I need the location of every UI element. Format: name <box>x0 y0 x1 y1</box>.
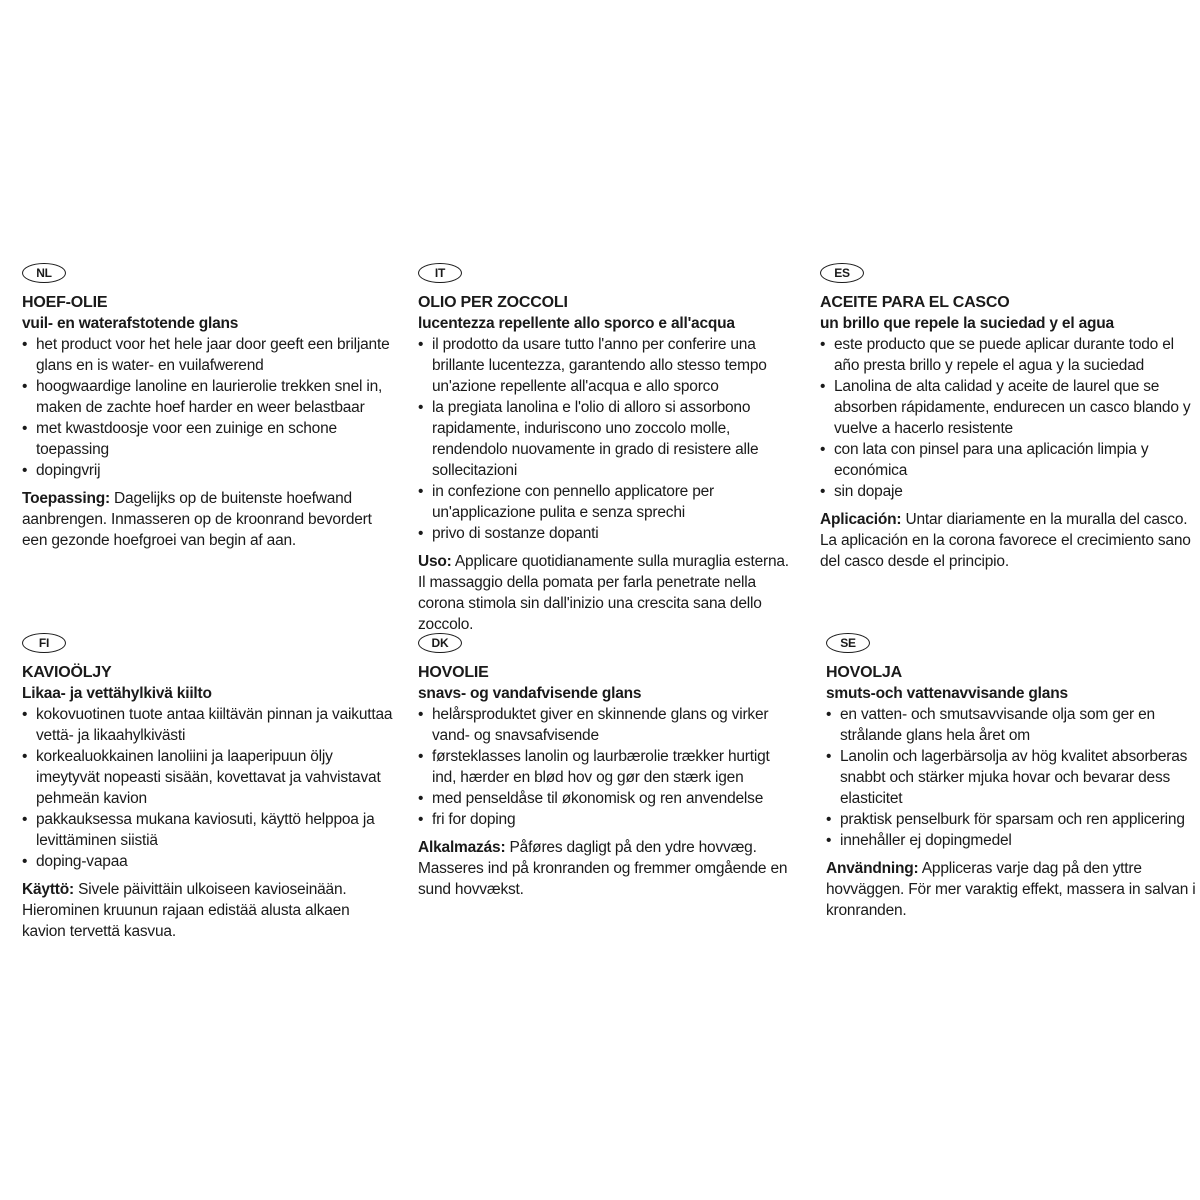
language-badge-nl: NL <box>22 263 66 283</box>
usage-text: Untar diariamente en la muralla del casco. La aplicación en la corona favorece el crecimiento sano del casco desde el principio. <box>820 511 1191 570</box>
bullet-item: • la pregiata lanolina e l'olio di alloro si assorbono rapidamente, induriscono uno zoccolo molle, rendendolo nuovamente in grado di resistere alle sollecitazioni <box>418 397 790 481</box>
bullet-item: • dopingvrij <box>22 460 394 481</box>
usage-paragraph-dk <box>418 837 790 900</box>
bullet-list-dk <box>418 704 790 830</box>
bullet-item: • privo di sostanze dopanti <box>418 523 790 544</box>
bullet-list-fi <box>22 704 394 872</box>
section-nl <box>22 262 394 551</box>
language-badge-fi: FI <box>22 633 66 653</box>
usage-text: Påføres dagligt på den ydre hovvæg. Masseres ind på kronranden og fremmer omgående en sund hovvækst. <box>418 839 788 898</box>
bullet-item: • praktisk penselburk för sparsam och ren applicering <box>826 809 1198 830</box>
bullet-item: • korkealuokkainen lanoliini ja laaperipuun öljy imeytyvät nopeasti sisään, kovettavat ja vahvistavat pehmeän kavion <box>22 746 394 809</box>
section-subtitle-dk: snavs- og vandafvisende glans <box>418 685 642 702</box>
bullet-item: • doping-vapaa <box>22 851 394 872</box>
section-title-se: HOVOLJA <box>826 664 902 681</box>
bullet-item: • met kwastdoosje voor een zuinige en schone toepassing <box>22 418 394 460</box>
bullet-item: • sin dopaje <box>820 481 1192 502</box>
section-fi <box>22 632 394 942</box>
usage-text: Dagelijks op de buitenste hoefwand aanbrengen. Inmasseren op de kroonrand bevordert een gezonde hoefgroei van begin af aan. <box>22 490 372 549</box>
bullet-item: • helårsproduktet giver en skinnende glans og virker vand- og snavsafvisende <box>418 704 790 746</box>
section-subtitle-se: smuts-och vattenavvisande glans <box>826 685 1068 702</box>
section-subtitle-es: un brillo que repele la suciedad y el agua <box>820 315 1114 332</box>
bullet-item: • il prodotto da usare tutto l'anno per conferire una brillante lucentezza, garantendo allo stesso tempo un'azione repellente all'acqua e allo sporco <box>418 334 790 397</box>
usage-label: Aplicación: <box>820 511 902 528</box>
bullet-item: • med penseldåse til økonomisk og ren anvendelse <box>418 788 790 809</box>
section-it <box>418 262 790 635</box>
section-se <box>826 632 1198 921</box>
usage-label: Uso: <box>418 553 452 570</box>
section-title-it: OLIO PER ZOCCOLI <box>418 294 568 311</box>
section-dk <box>418 632 790 900</box>
section-title-dk: HOVOLIE <box>418 664 489 681</box>
usage-paragraph-it <box>418 551 790 635</box>
usage-paragraph-nl <box>22 488 394 551</box>
section-subtitle-it: lucentezza repellente allo sporco e all'acqua <box>418 315 735 332</box>
section-title-nl: HOEF-OLIE <box>22 294 108 311</box>
bullet-item: • het product voor het hele jaar door geeft een briljante glans en is water- en vuilafwerend <box>22 334 394 376</box>
bullet-item: • hoogwaardige lanoline en laurierolie trekken snel in, maken de zachte hoef harder en weer belastbaar <box>22 376 394 418</box>
language-badge-es: ES <box>820 263 864 283</box>
bullet-item: • Lanolin och lagerbärsolja av hög kvalitet absorberas snabbt och stärker mjuka hovar och bevarar dess elasticitet <box>826 746 1198 809</box>
bullet-list-se <box>826 704 1198 851</box>
usage-paragraph-se <box>826 858 1198 921</box>
usage-label: Käyttö: <box>22 881 74 898</box>
section-title-fi: KAVIOÖLJY <box>22 664 112 681</box>
usage-text: Appliceras varje dag på den yttre hovväggen. För mer varaktig effekt, massera in salvan i kronranden. <box>826 860 1196 919</box>
bullet-list-nl <box>22 334 394 481</box>
bullet-item: • fri for doping <box>418 809 790 830</box>
usage-text: Sivele päivittäin ulkoiseen kavioseinään. Hierominen kruunun rajaan edistää alusta alkaen kavion tervettä kasvua. <box>22 881 350 940</box>
bullet-item: • kokovuotinen tuote antaa kiiltävän pinnan ja vaikuttaa vettä- ja likaahylkivästi <box>22 704 394 746</box>
section-es <box>820 262 1192 572</box>
section-subtitle-nl: vuil- en waterafstotende glans <box>22 315 239 332</box>
language-badge-it: IT <box>418 263 462 283</box>
usage-paragraph-es <box>820 509 1192 572</box>
bullet-list-es <box>820 334 1192 502</box>
bullet-list-it <box>418 334 790 544</box>
language-badge-dk: DK <box>418 633 462 653</box>
usage-label: Alkalmazás: <box>418 839 506 856</box>
usage-label: Toepassing: <box>22 490 110 507</box>
section-subtitle-fi: Likaa- ja vettähylkivä kiilto <box>22 685 212 702</box>
bullet-item: • en vatten- och smutsavvisande olja som ger en strålande glans hela året om <box>826 704 1198 746</box>
bullet-item: • førsteklasses lanolin og laurbærolie trækker hurtigt ind, hærder en blød hov og gør den stærk igen <box>418 746 790 788</box>
bullet-item: • Lanolina de alta calidad y aceite de laurel que se absorben rápidamente, endurecen un casco blando y vuelve a hacerlo resistente <box>820 376 1192 439</box>
bullet-item: • pakkauksessa mukana kaviosuti, käyttö helppoa ja levittäminen siistiä <box>22 809 394 851</box>
language-badge-se: SE <box>826 633 870 653</box>
usage-text: Applicare quotidianamente sulla muraglia esterna. Il massaggio della pomata per farla penetrate nella corona stimola sin dall'inizio una crescita sana dello zoccolo. <box>418 553 789 633</box>
bullet-item: • este producto que se puede aplicar durante todo el año presta brillo y repele el agua y la suciedad <box>820 334 1192 376</box>
bullet-item: • in confezione con pennello applicatore per un'applicazione pulita e senza sprechi <box>418 481 790 523</box>
usage-paragraph-fi <box>22 879 394 942</box>
bullet-item: • innehåller ej dopingmedel <box>826 830 1198 851</box>
section-title-es: ACEITE PARA EL CASCO <box>820 294 1010 311</box>
usage-label: Användning: <box>826 860 919 877</box>
bullet-item: • con lata con pinsel para una aplicación limpia y económica <box>820 439 1192 481</box>
